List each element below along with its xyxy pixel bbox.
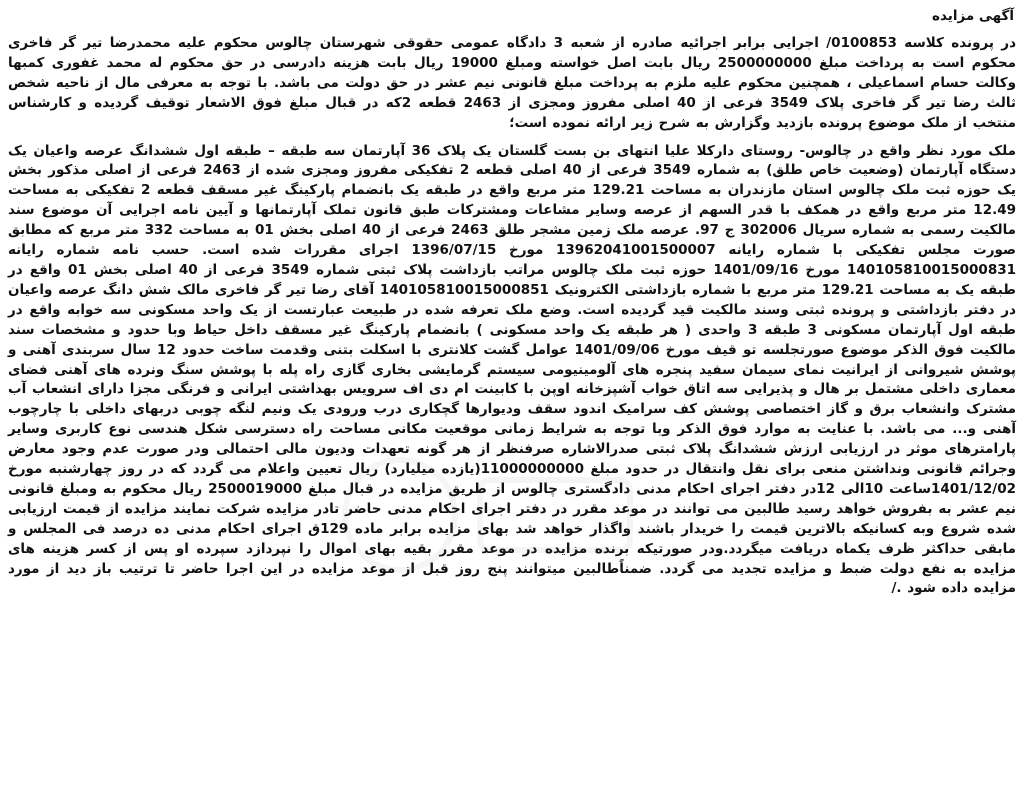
intro-paragraph: در پرونده کلاسه 0100853/ اجرایی برابر اجرائیه صادره از شعبه 3 دادگاه عمومی حقوقی شهرستان چالوس محکوم علیه محمدرضا تیر گر فاخری محکوم است به پرداخت مبلغ 2500000000 ریال بابت اصل خواسته ومبلغ 19000 ریال بابت هزینه دادرسی در حق محکوم له محمد غفوری کمبها وکالت حسام اسماعیلی ، همچنین محکوم علیه ملزم به پرداخت مبلغ قانونی نیم عشر در حق دولت می باشد. با توجه به معرفی مال از ناحیه شخص ثالث رضا تیر گر فاخری پلاک 3549 فرعی از 40 اصلی مفروز ومجزی از 2463 قطعه 2که در قبال مبلغ فوق الاشعار توقیف گردیده و کارشناس منتخب از ملک موضوع پرونده بازدید وگزارش به شرح زیر ارائه نموده است؛	[8, 35, 1016, 131]
document-title: آگهی مزایده	[932, 8, 1014, 24]
property-description-paragraph: ملک مورد نظر واقع در چالوس- روستای دارکلا علیا انتهای بن بست گلستان یک پلاک 36 آپارتمان سه طبقه – طبقه اول ششدانگ عرصه واعیان یک دستگاه آپارتمان (وضعیت خاص طلق) به شماره 3549 فرعی از 40 اصلی قطعه 2 تفکیکی مفروز ومجزی شده از 2463 فرعی از اصلی مذکور بخش یک حوزه ثبت ملک چالوس استان مازندران به مساحت 129.21 متر مربع واقع در طبقه یک بانضمام پارکینگ غیر مسقف قطعه 2 تفکیکی به مساحت 12.49 متر مربع واقع در همکف با قدر السهم از عرصه وسایر مشاعات ومشترکات طبق قانون تملک آپارتمانها و آیین نامه اجرایی آن موضوع سند مالکیت رسمی به شماره سریال 302006 ج 97. عرصه ملک زمین مشجر طلق 2463 فرعی از 40 اصلی بخش 01 به مساحت 332 متر مربع که مطابق صورت مجلس تفکیکی با شماره رایانه 13962041001500007 مورخ 1396/07/15 اجرای مقررات شده است. حسب نامه شماره رایانه 140105810015000831 مورخ 1401/09/16 حوزه ثبت ملک چالوس مراتب بازداشت پلاک ثبتی شماره 3549 فرعی از 40 اصلی بخش 01 واقع در طبقه یک به مساحت 129.21 متر مربع با شماره بازداشتی الکترونیک 140105810015000851 آقای رضا تیر گر فاخری مالک شش دانگ عرصه واعیان در دفتر بازداشتی و پرونده ثبتی وسند مالکیت قید گردیده است. وضع ملک تعرفه شده در طبیعت عبارتست از یک واحد مسکونی سه خوابه واقع در طبقه اول آپارتمان مسکونی 3 طبقه 3 واحدی ( هر طبقه یک واحد مسکونی ) بانضمام پارکینگ غیر مسقف داخل حیاط وبا حدود و مشخصات سند مالکیت فوق الذکر موضوع صورتجلسه تو قیف مورخ 1401/09/06 عوامل گشت کلانتری با اسکلت بتنی وقدمت ساخت حدود 12 سال سربندی آهنی و پوشش شیروانی از ایرانیت نمای سیمان سفید پنجره های آلومینیومی سیستم گرمایشی بخاری گازی راه پله با پوشش سنگ ونرده های آهنی فضای معماری داخلی مشتمل بر هال و پذیرایی سه اتاق خواب آشپزخانه اوپن با کابینت ام دی اف سرویس بهداشتی ایرانی و فرنگی مجزا دارای انشعاب آب مشترک وانشعاب برق و گاز اختصاصی پوشش کف سرامیک اندود سقف وديوارها گچکاری درب ورودی یک ونیم لنگه چوبی دربهای داخلی با چارچوب آهنی و... می باشد. با عنایت به موارد فوق الذکر وبا توجه به شرایط زمانی موقعیت مکانی مساحت راه دسترسی شکل هندسی نوع کاربری وسایر پارامترهای موثر در ارزیابی ارزش ششدانگ پلاک ثبتی صدرالاشاره صرفنظر از هر گونه تعهدات ودیون مالی احتمالی ودر صورت عدم وجود معارض وجرائم قانونی ونداشتن منعی برای نقل وانتقال در حدود مبلغ 11000000000(یازده میلیارد) ریال تعیین واعلام می گردد که در روز چهارشنبه مورخ 1401/12/02ساعت 10الی 12در دفتر اجرای احکام مدنی دادگستری چالوس از طریق مزایده در قبال مبلغ 2500019000 ریال محکوم به ومبلغ قانونی نیم عشر به بفروش خواهد رسید طالبین می توانند در موعد مقرر در دفتر اجرای احکام مدنی حاضر تادر مزایده شرکت نمایند مزایده از قیمت ارزیابی شده شروع وبه کسانیکه بالاترین قیمت را خریدار باشند واگذار خواهد شد بهای مزایده برابر ماده 129ق اجرای احکام مدنی ده درصد فی المجلس و مابقی حداکثر ظرف یکماه دریافت میگردد.ودر صورتیکه برنده مزایده در موعد مقرر بقیه بهای اموال را نپردازد سپرده او پس از کسر هزینه های مزایده به نفع دولت ضبط و مزایده تجدید می گردد. ضمناًطالبین میتوانند پنج روز قبل از موعد مزایده در این اجرا حاضر تا ترتیب باز دید از مورد مزایده داده شود ./	[8, 142, 1017, 597]
document-page	[8, 6, 1016, 795]
